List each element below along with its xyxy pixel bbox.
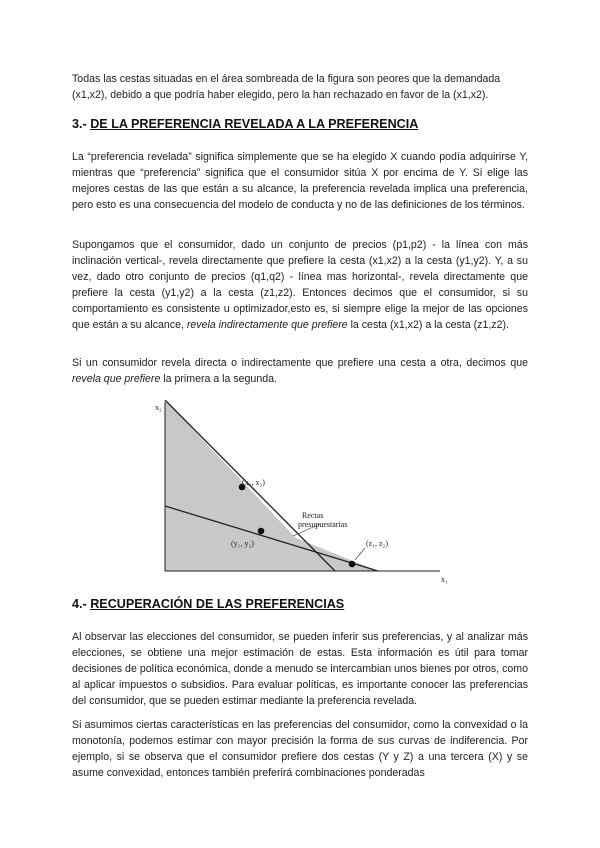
section-3-title: DE LA PREFERENCIA REVELADA A LA PREFERENCIA	[90, 117, 419, 131]
paragraph-assumptions: Si asumimos ciertas características en las preferencias del consumidor, como la convexidad o la monotonía, podemos estimar con mayor precisión la forma de sus curvas de indiferencia. Por ejemplo, si se observa que el consumidor prefiere dos cestas (Y y Z) a una tercera (X) y se asume convexidad, entonces también preferirá combinaciones ponderadas	[72, 719, 528, 779]
paragraph-revealed	[72, 355, 528, 387]
section-3-heading	[72, 117, 418, 131]
shaded-budget-area	[165, 400, 378, 571]
paragraph-observation: Al observar las elecciones del consumidor, se pueden inferir sus preferencias, y al analizar más elecciones, se obtiene una mejor estimación de estas. Esta información es útil para tomar decisiones de política económica, donde a menudo se intercambian unos bienes por otros, como al aplicar impuestos o subsidios. Para evaluar políticas, es importante conocer las preferencias del consumidor, que se pueden estimar mediante la preferencia revelada.	[72, 631, 528, 707]
section-4-number: 4.-	[72, 597, 91, 611]
section-4-title: RECUPERACIÓN DE LAS PREFERENCIAS	[90, 597, 345, 611]
revealed-italic: revela que prefiere	[72, 373, 161, 385]
supposition-text-2: la cesta (x1,x2) a la cesta (z1,z2).	[347, 319, 509, 331]
paragraph-definition: La “preferencia revelada” significa simplemente que se ha elegido X cuando podía adquirirse Y, mientras que “preferencia” significa que el consumidor sitúa X por encima de Y. Si elige las mejores cestas de las que están a su alcance, la preferencia revelada implica una preferencia, pero esto es una consecuencia del modelo de conducta y no de las definiciones de los términos.	[72, 151, 528, 211]
point-y	[258, 528, 265, 535]
paragraph-supposition	[72, 237, 528, 333]
section-3-number: 3.-	[72, 117, 91, 131]
supposition-text-1: Supongamos que el consumidor, dado un conjunto de precios (p1,p2) - la línea con más inclinación vertical-, revela directamente que prefiere la cesta (x1,x2) a la cesta (y1,y2). Y, a su vez, dado otro conjunto de precios (q1,q2) - línea mas horizontal-, revela directamente que prefiere la cesta (y1,y2) a la cesta (z1,z2). Entonces decimos que el consumidor, si su comportamiento es consistente u optimizador,esto es, si siempre elige la mejor de las opciones que están a su alcance,	[72, 239, 528, 331]
label-point-z: (z₁, z₂)	[366, 539, 389, 548]
y-axis-label: x₂	[155, 403, 162, 412]
revealed-text-1: Si un consumidor revela directa o indirectamente que prefiere una cesta a otra, decimos que	[72, 357, 528, 369]
lines-label-1: Rectas	[302, 511, 324, 520]
leader-z	[355, 548, 365, 560]
label-point-x: (x₁, x₂)	[242, 478, 265, 487]
paragraph-intro: Todas las cestas situadas en el área sombreada de la figura son peores que la demandada (x1,x2), debido a que podría haber elegido, pero la han rechazado en favor de la (x1,x2).	[72, 73, 501, 101]
lines-label-2: presupuestarias	[298, 520, 348, 529]
supposition-italic: revela indirectamente que prefiere	[186, 319, 348, 331]
label-point-y: (y₁, y₂)	[231, 539, 254, 548]
point-z	[349, 561, 356, 568]
x-axis-label: x₁	[441, 575, 448, 584]
revealed-preference-figure	[150, 400, 460, 588]
revealed-text-2: la primera a la segunda.	[160, 373, 277, 385]
section-4-heading	[72, 597, 344, 611]
